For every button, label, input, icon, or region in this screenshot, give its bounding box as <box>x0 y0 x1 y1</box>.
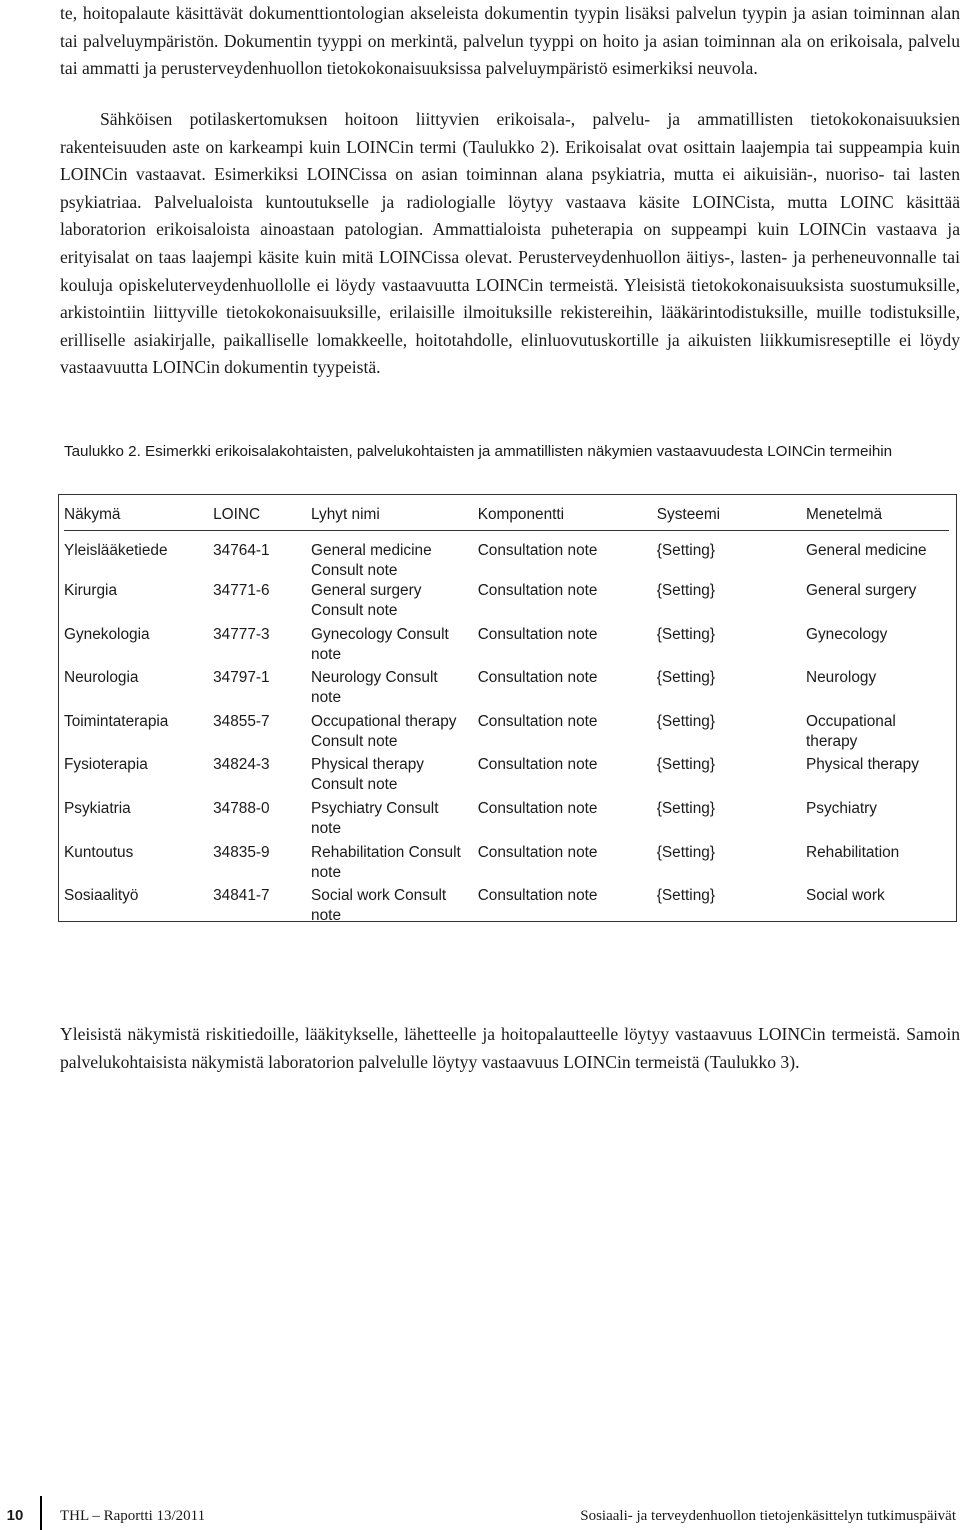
table-cell: 34788-0 <box>213 799 270 817</box>
table-cell: Physical therapy <box>805 756 919 774</box>
table-cell: Consultation note <box>477 625 598 643</box>
table-cell: {Setting} <box>656 582 715 599</box>
footer-report: THL – Raportti 13/2011 <box>60 1508 206 1524</box>
header-cell: Menetelmä <box>806 501 949 531</box>
table-cell: Psykiatria <box>64 799 131 817</box>
table-cell: Social work Consult note <box>311 887 447 925</box>
table-cell: Yleislääketiede <box>64 542 168 559</box>
header-cell: Näkymä <box>64 501 213 531</box>
table-cell: {Setting} <box>656 887 715 905</box>
table-cell: 34824-3 <box>213 756 270 774</box>
table-header-row <box>64 501 949 531</box>
footer-conference: Sosiaali- ja terveydenhuollon tietojenkäsittelyn tutkimuspäivät <box>580 1508 956 1524</box>
table-cell: General medicine Consult note <box>311 542 432 579</box>
header-cell: Lyhyt nimi <box>311 501 478 531</box>
table-cell: Toimintaterapia <box>64 712 169 730</box>
table-cell: General medicine <box>805 542 927 559</box>
table-row <box>64 712 949 756</box>
table-cell: Consultation note <box>477 542 598 559</box>
table-cell: Occupational therapy <box>805 712 896 750</box>
table-cell: Gynecology Consult note <box>311 625 449 663</box>
table-cell: Gynecology <box>805 625 888 643</box>
table-cell: {Setting} <box>656 843 715 861</box>
table-cell: 34777-3 <box>213 625 270 643</box>
table-cell: Neurology Consult note <box>311 669 438 707</box>
table-cell: Consultation note <box>477 887 598 905</box>
table-cell: {Setting} <box>656 625 715 643</box>
table-cell: 34835-9 <box>213 843 270 861</box>
table-row <box>64 886 949 930</box>
table-cell: Kuntoutus <box>64 843 134 861</box>
table-cell: 34797-1 <box>213 669 270 687</box>
table-cell: Consultation note <box>477 669 598 687</box>
table-cell: {Setting} <box>656 542 715 559</box>
paragraph-intro: te, hoitopalaute käsittävät dokumenttiontologian akseleista dokumentin tyypin lisäksi palvelun tyypin ja asian toiminnan alan tai palveluympäristön. Dokumentin tyyppi on merkintä, palvelun tyyppi on hoito ja asian toiminnan ala on erikoisala, palvelu tai ammatti ja perusterveydenhuollon tietokokonaisuuksissa palveluympäristö esimerkiksi neuvola. <box>60 3 960 79</box>
table-cell: 34841-7 <box>213 887 270 905</box>
table-cell: 34855-7 <box>213 712 270 730</box>
table-cell: Gynekologia <box>64 625 150 643</box>
table-row <box>64 581 949 625</box>
table-row <box>64 531 949 582</box>
header-cell: Systeemi <box>657 501 806 531</box>
table-cell: Consultation note <box>477 712 598 730</box>
table-cell: {Setting} <box>656 712 715 730</box>
table-frame <box>58 494 957 925</box>
table-cell: Neurologia <box>64 669 139 687</box>
paragraph-closing: Yleisistä näkymistä riskitiedoille, lääkitykselle, lähetteelle ja hoitopalautteelle löytyy vastaavuus LOINCin termeistä. Samoin palvelukohtaisista näkymistä laboratorion palvelulle löytyy vastaavuus LOINCin termeistä (Taulukko 3). <box>60 1024 960 1072</box>
header-cell: LOINC <box>213 501 311 531</box>
page-number: 10 <box>6 1507 24 1524</box>
table-cell: {Setting} <box>656 756 715 774</box>
table-row <box>64 799 949 843</box>
table-cell: {Setting} <box>656 669 715 687</box>
table-cell: Psychiatry <box>805 799 877 817</box>
table-cell: Social work <box>805 887 885 905</box>
table-cell: General surgery Consult note <box>311 582 422 619</box>
table-cell: Consultation note <box>477 799 598 817</box>
loinc-table <box>64 501 949 930</box>
table-row <box>64 755 949 799</box>
table-cell: Consultation note <box>477 756 598 774</box>
table-cell: Occupational therapy Consult note <box>311 712 457 750</box>
table-cell: Rehabilitation Consult note <box>311 843 461 881</box>
table-cell: 34764-1 <box>213 542 270 559</box>
table-cell: Neurology <box>805 669 877 687</box>
table-row <box>64 843 949 887</box>
header-cell: Komponentti <box>478 501 657 531</box>
table-cell: Consultation note <box>477 582 598 599</box>
table-cell: Psychiatry Consult note <box>311 799 439 837</box>
table-cell: Fysioterapia <box>64 756 148 774</box>
table-cell: 34771-6 <box>213 582 270 599</box>
paragraph-body: Sähköisen potilaskertomuksen hoitoon liittyvien erikoisala-, palvelu- ja ammatillisten tietokokonaisuuksien rakenteisuuden aste on karkeampi kuin LOINCin termi (Taulukko 2). Erikoisalat ovat osittain laajempia tai suppeampia kuin LOINCin vastaavat. Esimerkiksi LOINCissa on asian toiminnan alana psykiatria, mutta ei aikuisiän-, nuoriso- tai lasten psykiatriaa. Palvelualoista kuntoutukselle ja radiologialle löytyy vastaava käsite LOINCista, mutta LOINC käsittää laboratorion erikoisaloista ainoastaan patologian. Ammattialoista puheterapia on suppeampi kuin LOINCin vastaava ja erityisalat on taas laajempi käsite kuin mitä LOINCissa olevat. Perusterveydenhuollon äitiys-, lasten- ja perheneuvonnalle tai kouluja opiskeluterveydenhuollolle ei löydy vastaavuutta LOINCin termeistä. Yleisistä tietokokonaisuuksista suostumuksille, arkistointiin liittyville tietokokonaisuuksille, erilaisille ilmoituksille rekistereihin, lääkärintodistuksille, muille todistuksille, erilliselle asiakirjalle, paikalliselle lomakkeelle, hoitotahdolle, elinluovutuskortille ja aikuisten liikkumisreseptille ei löydy vastaavuutta LOINCin dokumentin tyypeistä. <box>60 109 960 378</box>
table-row <box>64 668 949 712</box>
table-caption: Taulukko 2. Esimerkki erikoisalakohtaisten, palvelukohtaisten ja ammatillisten näkymien vastaavuudesta LOINCin termeihin <box>64 443 893 460</box>
table-cell: Sosiaalityö <box>64 887 139 905</box>
table-cell: {Setting} <box>656 799 715 817</box>
table-row <box>64 625 949 669</box>
table-cell: Rehabilitation <box>805 843 900 861</box>
table-cell: Consultation note <box>477 843 598 861</box>
table-cell: Kirurgia <box>64 582 118 599</box>
footer-divider <box>40 1496 42 1530</box>
table-cell: General surgery <box>805 582 917 599</box>
table-cell: Physical therapy Consult note <box>311 756 424 794</box>
